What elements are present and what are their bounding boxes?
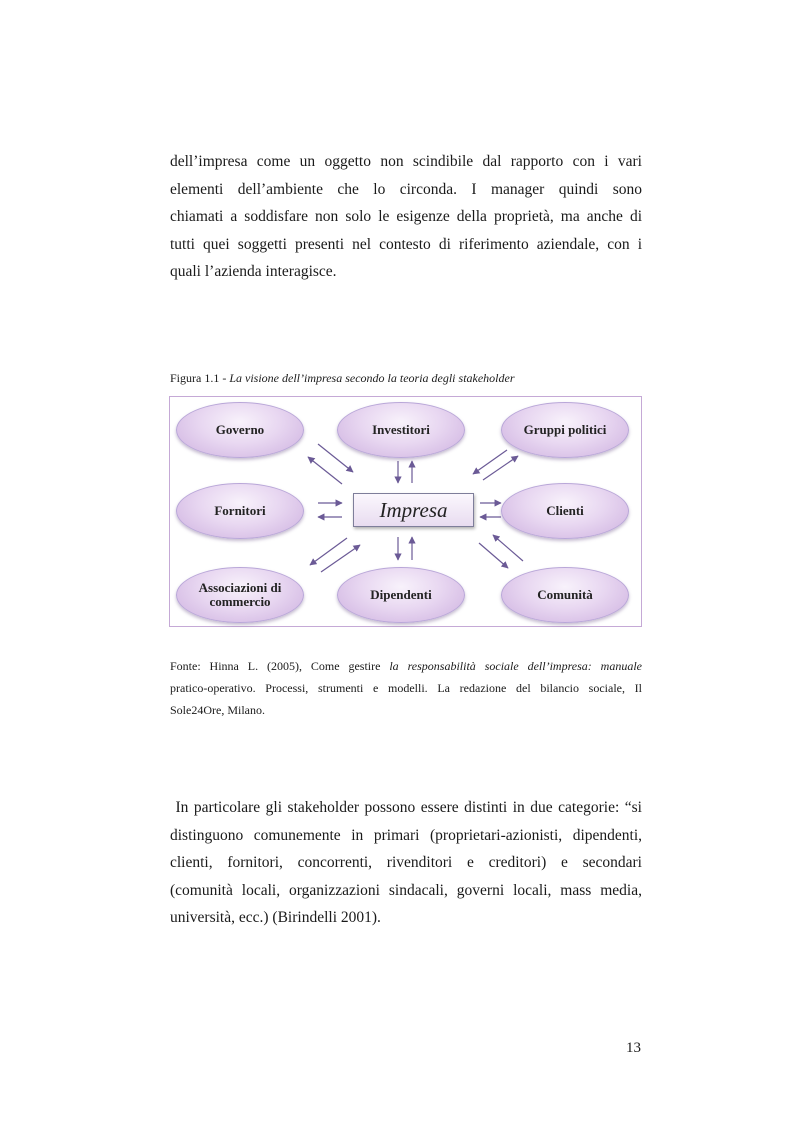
- figure-caption-title: La visione dell’impresa secondo la teoria degli stakeholder: [229, 371, 515, 385]
- node-dipendenti: [337, 567, 465, 623]
- text-line: tutti quei soggetti presenti nel contesto di riferimento aziendale, con i: [170, 235, 642, 253]
- node-fornitori: [176, 483, 304, 539]
- node-associazioni-commercio: [176, 567, 304, 623]
- text-line: distinguono comunemente in primari (proprietari-azionisti, dipendenti,: [170, 826, 642, 844]
- body-paragraph-1: [170, 148, 642, 286]
- body-paragraph-2: [170, 794, 642, 932]
- text-line: (comunità locali, organizzazioni sindacali, governi locali, mass media,: [170, 881, 642, 899]
- node-label: Clienti: [546, 503, 584, 518]
- node-label: Fornitori: [214, 503, 266, 518]
- node-clienti: [501, 483, 629, 539]
- text-line: università, ecc.) (Birindelli 2001).: [170, 909, 381, 927]
- node-governo: [176, 402, 304, 458]
- source-line: Sole24Ore, Milano.: [170, 703, 265, 717]
- source-line: pratico-operativo. Processi, strumenti e modelli. La redazione del bilancio sociale, Il: [170, 681, 642, 695]
- arrow-associazioni-in: [321, 545, 360, 572]
- node-impresa: [353, 493, 474, 527]
- text-line: In particolare gli stakeholder possono essere distinti in due categorie: “si: [170, 799, 642, 816]
- arrow-gruppi-in: [473, 450, 507, 474]
- node-label: Gruppi politici: [523, 422, 607, 437]
- source-prefix: Fonte: Hinna L. (2005), Come gestire: [170, 659, 390, 673]
- figure-caption-label: Figura 1.1 -: [170, 371, 230, 385]
- source-title: la responsabilità sociale dell’impresa: manuale: [389, 659, 643, 673]
- arrow-gruppi-out: [483, 456, 518, 480]
- center-label: Impresa: [379, 497, 448, 522]
- node-label: Investitori: [372, 422, 430, 437]
- text-line: dell’impresa come un oggetto non scindibile dal rapporto con i vari: [170, 153, 642, 170]
- arrow-comunita-in: [493, 535, 523, 561]
- text-line: chiamati a soddisfare non solo le esigenze della proprietà, ma anche di: [170, 208, 642, 226]
- node-label-line: commercio: [209, 594, 271, 609]
- text-line: quali l’azienda interagisce.: [170, 263, 337, 281]
- node-label: Comunità: [537, 587, 593, 602]
- node-gruppi-politici: [501, 402, 629, 458]
- page-number: 13: [626, 1040, 641, 1056]
- text-line: elementi dell’ambiente che lo circonda. I manager quindi sono: [170, 180, 642, 198]
- text-line: clienti, fornitori, concorrenti, rivenditori e creditori) e secondari: [170, 854, 642, 872]
- stakeholder-diagram: [169, 396, 642, 627]
- arrow-governo-in: [318, 444, 353, 472]
- node-comunita: [501, 567, 629, 623]
- node-label: Dipendenti: [370, 587, 432, 602]
- arrow-associazioni-out: [310, 538, 347, 565]
- node-label-line: Associazioni di: [198, 580, 282, 595]
- arrow-comunita-out: [479, 543, 508, 568]
- node-investitori: [337, 402, 465, 458]
- figure-source: [170, 655, 642, 721]
- source-line: [170, 655, 642, 677]
- figure-caption: [170, 371, 515, 386]
- node-label: [199, 581, 282, 609]
- arrow-governo-out: [308, 457, 342, 484]
- node-label: Governo: [215, 422, 265, 437]
